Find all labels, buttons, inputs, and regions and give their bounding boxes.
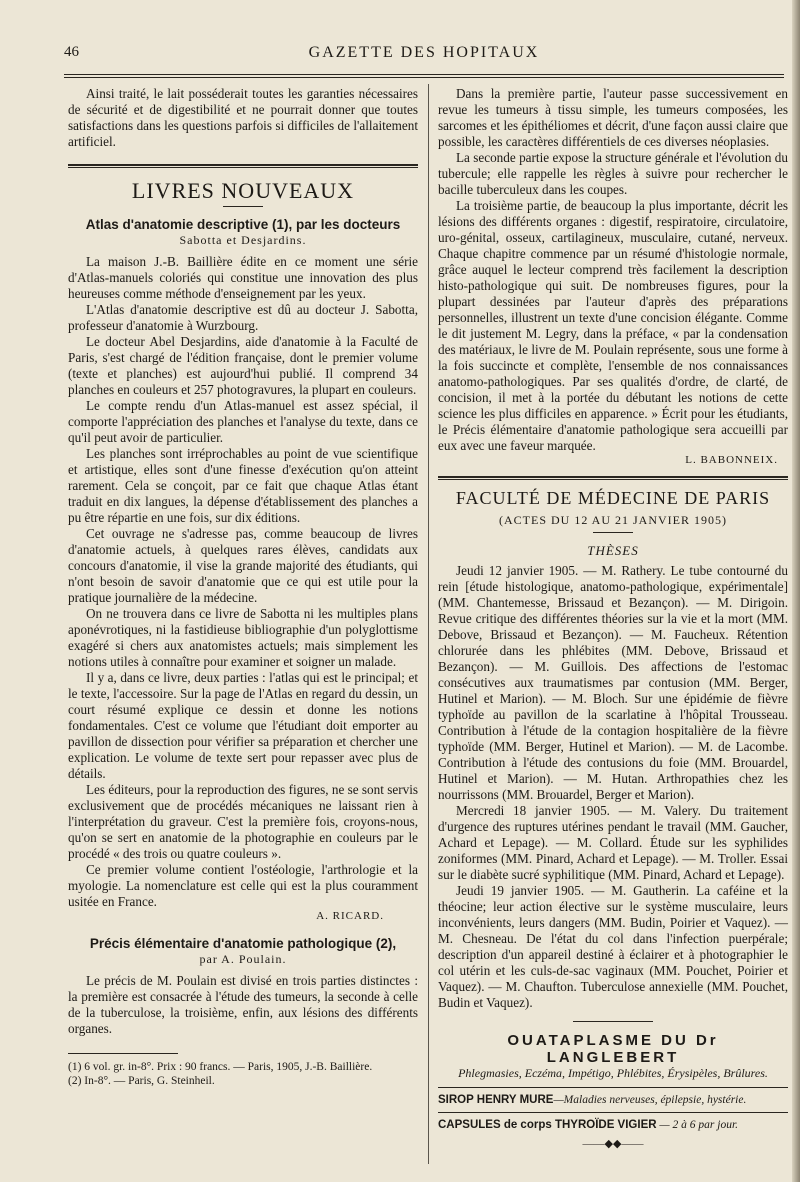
title-underline (223, 206, 263, 207)
book1-paragraph: Il y a, dans ce livre, deux parties : l'atlas qui est le principal; et le texte, l'accessoire. Sur la page de l'Atlas en regard du dessin, un court résumé explique ce dessin et donne les notions fondamentales. C'est ce volume que l'étudiant doit emporter au pavillon de dissection pour vérifier sa préparation et chercher une explication. Le volume de texte sert pour repasser avec plus de détails. (68, 670, 418, 781)
title-underline (593, 532, 633, 533)
book2-paragraph: Le précis de M. Poulain est divisé en trois parties distinctes : la première est consacrée à l'étude des tumeurs, la seconde à celle de la tuberculose, la troisième, enfin, aux lésions des différents organes. (68, 973, 418, 1036)
ornament-divider: ——◆◆—— (582, 1138, 644, 1150)
book1-paragraph: Cet ouvrage ne s'adresse pas, comme beaucoup de livres d'anatomie actuels, à quelques rares élèves, candidats aux concours d'anatomie, il vise la grande majorité des étudiants, qui n'ont besoin de savoir d'anatomie que ce qui est utile pour la pratique journalière de la médecine. (68, 526, 418, 605)
book1-paragraph: Ce premier volume contient l'ostéologie, l'arthrologie et la myologie. La nomenclature est celle qui est la plus couramment usitée en France. (68, 862, 418, 909)
theses-heading: THÈSES (587, 543, 639, 558)
page-header (64, 44, 784, 68)
ad-capsules-dosage: — 2 à 6 par jour. (656, 1119, 739, 1131)
book2-authors: par A. Poulain. (199, 952, 287, 966)
faculty-subtitle: (ACTES DU 12 AU 21 JANVIER 1905) (499, 513, 727, 527)
ad-capsules-name: CAPSULES de corps THYROÏDE VIGIER (438, 1119, 657, 1131)
book1-paragraph: Les planches sont irréprochables au point de vue scientifique et artistique, elles sont d'une finesse d'exécution qu'on atteint rarement. Cela se conçoit, par ce fait que chaque Atlas étant traduit en dix langues, la dépense d'établissement des planches a pu être répartie en une fois, sur dix éditions. (68, 446, 418, 525)
column-divider (428, 84, 429, 1164)
left-column (68, 86, 418, 1088)
header-rule (64, 74, 784, 78)
footnote-rule (68, 1053, 178, 1054)
page-edge (792, 0, 800, 1182)
book1-title: Atlas d'anatomie descriptive (1), par les docteurs (85, 217, 401, 232)
book1-paragraph: Le docteur Abel Desjardins, aide d'anatomie à la Faculté de Paris, s'est chargé de l'édition française, dont le premier volume (texte et planches) est aujourd'hui publié. Il comprend 34 planches en couleurs et 257 photogravures, la plupart en couleurs. (68, 334, 418, 397)
right-column (438, 86, 788, 1150)
ad-rule (438, 1112, 788, 1113)
book2-title: Précis élémentaire d'anatomie pathologique (2), (89, 936, 397, 951)
section-rule (438, 476, 788, 480)
review-paragraph: Dans la première partie, l'auteur passe successivement en revue les tumeurs à tissu simple, les tumeurs composées, les sarcomes et les épithéliomes et décrit, d'une façon aussi claire que possible, les caractères différentiels de ces diverses néoplasies. (438, 86, 788, 149)
ad-rule (438, 1087, 788, 1088)
review-paragraph: La troisième partie, de beaucoup la plus importante, décrit les lésions des différents organes : digestif, respiratoire, circulatoire, uro-génital, osseux, cartilagineux, musculaire, cutané, nerveux. Chaque chapitre commence par un résumé d'histologie normale, grâce auquel le lecteur comprend très facilement la description histo-pathologique qui suit. De nombreuses figures, pour la plupart dessinées par l'auteur d'après des préparations personnelles, illustrent un texte d'une concision élégante. Comme le dit justement M. Legry, dans la préface, « par la condensation des matériaux, le livre de M. Poulain représente, sous une forme à la fois succincte et complète, l'ensemble de nos connaissances anatomo-pathologiques. Par ses qualités d'ordre, de clarté, de concision, il met à la portée du débutant les notions de cette science les plus difficiles en apparence. » Écrit pour les étudiants, le Précis élémentaire d'anatomie pathologique sera accueilli par eux avec une faveur marquée. (438, 198, 788, 453)
book1-paragraph: Les éditeurs, pour la reproduction des figures, ne se sont servis exclusivement que de procédés mécaniques ne laissant rien à l'interprétation du graveur. C'est la première fois, croyons-nous, qu'on se sert en anatomie de la photographie en couleurs par le procédé « des trois ou quatre couleurs ». (68, 782, 418, 861)
footnote: (2) In-8°. — Paris, G. Steinheil. (68, 1075, 215, 1087)
faculty-title: FACULTÉ DE MÉDECINE DE PARIS (455, 488, 771, 508)
ad-separator (573, 1021, 653, 1022)
ad-sirop-indication: —Maladies nerveuses, épilepsie, hystérie. (553, 1094, 747, 1106)
section-rule (68, 164, 418, 168)
review-paragraph: La seconde partie expose la structure générale et l'évolution du tubercule; elle rappelle les règles à suivre pour rechercher le bacille tuberculeux dans les coupes. (438, 150, 788, 197)
book1-signature: A. RICARD. (316, 910, 384, 922)
book1-paragraph: L'Atlas d'anatomie descriptive est dû au docteur J. Sabotta, professeur d'anatomie à Wurzbourg. (68, 302, 418, 333)
book1-paragraph: Le compte rendu d'un Atlas-manuel est assez spécial, il comporte l'appréciation des planches et l'analyse du texte, dans ce qu'il peut avoir de particulier. (68, 398, 418, 445)
section-title: LIVRES NOUVEAUX (131, 178, 355, 203)
page-number: 46 (64, 44, 79, 60)
intro-paragraph: Ainsi traité, le lait posséderait toutes les garanties nécessaires de sécurité et de digestibilité et ne pourrait donner que toutes satisfactions dans les questions parfois si difficiles de l'allaitement artificiel. (68, 86, 418, 149)
footnote: (1) 6 vol. gr. in-8°. Prix : 90 francs. — Paris, 1905, J.-B. Baillière. (68, 1061, 373, 1073)
book1-authors: Sabotta et Desjardins. (179, 233, 307, 247)
ad-sirop-name: SIROP HENRY MURE (438, 1094, 554, 1106)
ad-capsules (438, 1119, 788, 1131)
book1-paragraph: La maison J.-B. Baillière édite en ce moment une série d'Atlas-manuels coloriés qui constitue une innovation des plus heureuses comme méthode d'enseignement par les yeux. (68, 254, 418, 301)
theses-entry: Jeudi 19 janvier 1905. — M. Gautherin. La caféine et la théocine; leur action élective sur le système musculaire, leurs inconvénients, leurs dangers (MM. Budin, Poirier et Vaquez). — M. Chesneau. De l'état du col dans l'infection puerpérale; description d'un appareil destiné à éclairer et à photographier le col utérin et les culs-de-sac vaginaux (MM. Pouchet, Poirier et Vaquez). — M. Chaufton. Tuberculose annexielle (MM. Pouchet, Budin et Vaquez). (438, 883, 788, 1010)
theses-entry: Mercredi 18 janvier 1905. — M. Valery. Du traitement d'urgence des ruptures utérines pendant le travail (MM. Gaucher, Achard et Lepage). — M. Collard. Étude sur les syphilides zoniformes (MM. Pinard, Achard et Lepage). — M. Troller. Essai sur le diabète sucré syphilitique (MM. Pinard, Achard et Lepage). (438, 803, 788, 882)
review-signature: L. BABONNEIX. (685, 454, 778, 466)
ad-ouataplasme: OUATAPLASME DU Dr LANGLEBERT (507, 1032, 719, 1066)
ad-ouataplasme-subtitle: Phlegmasies, Eczéma, Impétigo, Phlébites, Érysipèles, Brûlures. (458, 1066, 768, 1080)
journal-title: GAZETTE DES HOPITAUX (308, 44, 540, 61)
book1-paragraph: On ne trouvera dans ce livre de Sabotta ni les multiples plans aponévrotiques, ni la fastidieuse bibliographie d'un polyglottisme exagéré si chers aux anatomistes actuels; mais simplement les notions utiles à connaître pour examiner et soigner un malade. (68, 606, 418, 669)
ad-sirop (438, 1094, 788, 1106)
theses-entry: Jeudi 12 janvier 1905. — M. Rathery. Le tube contourné du rein [étude histologique, anatomo-pathologique, expérimentale] (MM. Chantemesse, Brissaud et Bezançon). — M. Dirigoin. Revue critique des différentes théories sur la vie et la mort (MM. Debove, Brissaud et Bezançon). — M. Faucheux. Rétention chlorurée dans les phlébites (MM. Debove, Brissaud et Bezançon). — M. Guillois. Des affections de l'estomac consécutives aux traumatismes par contusion (MM. Berger, Hutinel et Marion). — M. Bloch. Sur une épidémie de fièvre typhoïde au pavillon de la scarlatine à l'hôpital Trousseau. Contribution à l'étude de la contagion hospitalière de la fièvre typhoïde (MM. Berger, Hutinel et Marion). — M. de Lacombe. Contribution à l'étude des contusions du foie (MM. Brouardel, Hutinel et Marion). — M. Hutan. Arthropathies chez les nourrissons (MM. Brouardel, Berger et Marion). (438, 563, 788, 802)
